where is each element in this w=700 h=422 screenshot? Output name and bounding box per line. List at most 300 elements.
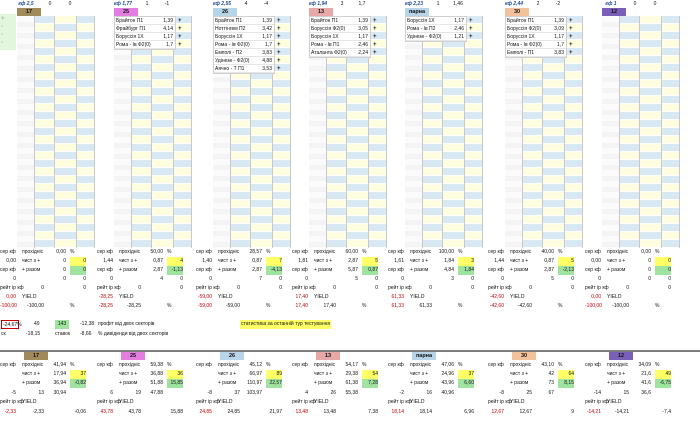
stats-cell: 1,40	[202, 258, 212, 264]
team-name: Брайтон П1	[215, 18, 243, 24]
team-name: Аталанта Ф2(0)	[311, 50, 347, 56]
stats-cell: %	[70, 249, 75, 255]
team-row[interactable]	[115, 17, 175, 25]
header-cell-group	[400, 0, 480, 8]
stats-cell: чист з +	[607, 258, 626, 264]
plus-marker: +	[569, 50, 573, 56]
stats-block	[196, 248, 293, 314]
stats-cell: сер кф	[292, 267, 308, 273]
team-name: Аячно - Т П1	[215, 66, 245, 72]
summary-row	[0, 320, 700, 344]
bottom-cell: 18,14	[419, 409, 432, 415]
stats-cell: %	[655, 249, 660, 255]
team-odd: 3,83	[262, 50, 272, 56]
bottom-number-bar[interactable]: 30	[512, 352, 536, 360]
stats-cell: 0	[209, 276, 212, 282]
team-odd: 1,7	[265, 42, 272, 48]
bottom-cell: 36,94	[53, 380, 66, 386]
stats-cell: чист з +	[410, 258, 429, 264]
stats-cell: 4,84	[444, 267, 454, 273]
bottom-cell: + разом	[22, 380, 41, 386]
stats-cell: %	[458, 249, 463, 255]
bottom-cell: -0,82	[70, 379, 86, 388]
bottom-cell: чист з +	[22, 371, 41, 377]
block-number-bar[interactable]: парна	[405, 8, 429, 16]
stats-cell: 0	[655, 257, 671, 266]
team-odd: 1,17	[262, 34, 272, 40]
stats-cell: сер кф	[585, 267, 601, 273]
team-name: Фрайбург П1	[116, 26, 146, 32]
bottom-cell: 43,10	[541, 362, 554, 368]
block	[114, 8, 194, 248]
bottom-cell: 17,94	[53, 371, 66, 377]
stats-cell: сер кф	[585, 249, 601, 255]
stats-cell: 0,87	[153, 258, 163, 264]
stats-cell: 0	[63, 267, 66, 273]
stats-cell: YIELD	[510, 294, 525, 300]
stats-cell: сер кф	[196, 249, 212, 255]
team-row[interactable]	[310, 25, 370, 33]
stats-cell: -28,25	[98, 294, 113, 300]
team-odd: 1,17	[554, 34, 564, 40]
stats-cell: 0	[63, 258, 66, 264]
stats-cell: 1,81	[298, 258, 308, 264]
bottom-cell: прохідніс	[314, 362, 336, 368]
stats-cell: -59,00	[197, 294, 212, 300]
bottom-cell: 21,97	[269, 409, 282, 415]
team-name: Рома - Ів П1	[311, 42, 340, 48]
stats-cell: -100,00	[585, 303, 602, 309]
plus-marker: +	[373, 42, 377, 48]
block-number-bar[interactable]: 13	[309, 8, 333, 16]
stats-cell: 5	[355, 276, 358, 282]
bottom-cell: рейт ір кф	[0, 399, 24, 405]
summary-text-profit: профіт від двох секторів	[98, 321, 155, 327]
stats-cell: YIELD	[119, 294, 134, 300]
stats-cell: 2,87	[252, 267, 262, 273]
stats-cell: %	[558, 249, 563, 255]
bottom-cell: YIELD	[510, 399, 525, 405]
bottom-cell: 19	[135, 390, 141, 396]
bottom-cell: 43,96	[441, 380, 454, 386]
stats-cell: 0	[375, 285, 378, 291]
bottom-cell: сер кф	[585, 362, 601, 368]
bottom-cell: -6,75	[655, 379, 671, 388]
stats-cell: рейт ір кф	[292, 285, 316, 291]
bottom-cell: YIELD	[607, 399, 622, 405]
bottom-cell: прохідніс	[218, 362, 240, 368]
stats-cell: 0	[648, 258, 651, 264]
block	[17, 8, 97, 248]
stats-cell: чист з +	[218, 258, 237, 264]
header-value-b: 0	[653, 1, 657, 7]
stats-cell: чист з +	[119, 258, 138, 264]
bottom-cell: прохідніс	[510, 362, 532, 368]
team-row[interactable]	[406, 17, 466, 25]
bottom-cell: прохідніс	[607, 362, 629, 368]
stats-cell: 2,87	[544, 267, 554, 273]
plus-marker: +	[569, 34, 573, 40]
bottom-cell: чист з +	[607, 371, 626, 377]
grid-column	[465, 16, 483, 248]
bottom-cell: 36,6	[641, 390, 651, 396]
team-row[interactable]	[506, 41, 566, 49]
bottom-cell: 8,15	[558, 379, 574, 388]
header-value-b: -4	[263, 1, 269, 7]
bottom-cell: 15	[623, 390, 629, 396]
stats-cell: 0,00	[56, 249, 66, 255]
team-name: Емполі - П1	[507, 50, 534, 56]
header-kf: кф 2,5	[18, 1, 34, 7]
header-value-b: 0	[68, 1, 72, 7]
bottom-cell: 34,09	[638, 362, 651, 368]
block-grid	[114, 16, 194, 248]
bottom-cell: + разом	[410, 380, 429, 386]
bottom-cell: 24,85	[199, 409, 212, 415]
bottom-cell: 29,38	[345, 371, 358, 377]
block-number-bar[interactable]: 12	[602, 8, 626, 16]
bottom-cell: рейт ір кф	[388, 399, 412, 405]
team-row[interactable]	[115, 33, 175, 41]
bottom-cell: прохідніс	[119, 362, 141, 368]
team-list	[405, 16, 467, 42]
stats-block	[585, 248, 682, 314]
block	[405, 8, 485, 248]
plus-marker: +	[373, 50, 377, 56]
block-number-bar[interactable]: 17	[17, 8, 41, 16]
grid-column	[152, 16, 174, 248]
team-row[interactable]	[115, 41, 175, 49]
grid-column	[55, 16, 77, 248]
plus-marker: +	[277, 34, 281, 40]
team-name: Боруссія Ф2(0)	[507, 26, 542, 32]
stats-cell: 0	[571, 285, 574, 291]
bottom-cell: 103,97	[246, 390, 262, 396]
plus-marker: +	[469, 34, 473, 40]
team-odd: 2,46	[454, 26, 464, 32]
stats-cell: 0	[83, 285, 86, 291]
team-row[interactable]	[214, 17, 274, 25]
team-row[interactable]	[115, 25, 175, 33]
bottom-cell: 36,88	[150, 371, 163, 377]
block-number-bar[interactable]: 30	[505, 8, 529, 16]
bottom-cell: 47,06	[441, 362, 454, 368]
team-odd: 3,83	[554, 50, 564, 56]
stats-cell: 0	[70, 257, 86, 266]
stats-cell: 61,33	[391, 303, 404, 309]
stats-cell: YIELD	[410, 294, 425, 300]
bottom-cell: прохідніс	[22, 362, 44, 368]
plus-marker: +	[277, 66, 281, 72]
stats-cell: 100,00	[438, 249, 454, 255]
stats-cell: рейт ір кф	[488, 285, 512, 291]
bottom-cell: 13,48	[323, 409, 336, 415]
bottom-cell: 12,67	[491, 409, 504, 415]
stats-cell: 28,57	[249, 249, 262, 255]
team-odd: 1,17	[163, 34, 173, 40]
team-name: Ноттінгем П2	[215, 26, 246, 32]
bottom-cell: -8	[499, 390, 504, 396]
stats-cell: 0	[501, 276, 504, 282]
bottom-cell: 6	[110, 390, 113, 396]
team-list	[213, 16, 275, 74]
team-row[interactable]	[310, 49, 370, 57]
bottom-cell: 18,14	[391, 409, 404, 415]
stats-cell: 0,87	[362, 266, 378, 275]
header-cell-group	[500, 0, 580, 8]
stats-cell: 0	[138, 285, 141, 291]
team-odd: 1,39	[262, 18, 272, 24]
stats-cell: %	[558, 303, 563, 309]
team-row[interactable]	[214, 25, 274, 33]
stats-cell: 50,00	[150, 249, 163, 255]
bottom-cell: рейт ір кф	[292, 399, 316, 405]
stats-cell: 7	[266, 257, 282, 266]
team-row[interactable]	[506, 17, 566, 25]
bottom-cell: 67	[548, 390, 554, 396]
plus-marker: +	[373, 26, 377, 32]
team-list	[505, 16, 567, 58]
stats-cell: 1,84	[458, 266, 474, 275]
bottom-number-bar[interactable]: 17	[24, 352, 48, 360]
team-list	[114, 16, 176, 50]
stats-cell: 61,33	[419, 303, 432, 309]
team-row[interactable]	[214, 49, 274, 57]
bottom-cell: 12,67	[519, 409, 532, 415]
block-grid	[17, 16, 97, 248]
team-odd: 2,24	[358, 50, 368, 56]
team-odd: 3,05	[358, 26, 368, 32]
stats-cell: сер кф	[97, 249, 113, 255]
bottom-cell: 61,38	[345, 380, 358, 386]
header-cell-group	[597, 0, 677, 8]
bottom-number-bar[interactable]: 26	[220, 352, 244, 360]
summary-left-c: ск	[1, 331, 6, 337]
team-row[interactable]	[214, 33, 274, 41]
bottom-cell: %	[655, 362, 660, 368]
bottom-number-bar[interactable]: 13	[316, 352, 340, 360]
team-odd: 3,42	[262, 26, 272, 32]
grid-column	[77, 16, 95, 248]
bottom-cell: 37	[458, 370, 474, 379]
bottom-cell: сер кф	[488, 362, 504, 368]
stats-cell: сер кф	[97, 267, 113, 273]
header-kf: кф 1,94	[308, 1, 328, 7]
team-name: Боруссія 1Х	[507, 34, 535, 40]
bottom-block	[196, 352, 293, 422]
stats-cell: 61,33	[391, 294, 404, 300]
header-value-a: 1	[436, 1, 440, 7]
team-name: Рома - Ів Ф2(0)	[507, 42, 542, 48]
left-highlight	[0, 14, 16, 50]
bottom-cell: + разом	[218, 380, 237, 386]
summary-v5: -8,66	[80, 331, 92, 337]
bottom-cell: прохідніс	[410, 362, 432, 368]
plus-marker: +	[178, 34, 182, 40]
bottom-cell: 26	[330, 390, 336, 396]
bottom-cell: сер кф	[97, 362, 113, 368]
bottom-cell: 13,48	[295, 409, 308, 415]
plus-marker: +	[469, 18, 473, 24]
bottom-cell: 43,78	[100, 409, 113, 415]
stats-cell: сер кф	[0, 249, 16, 255]
bottom-cell: -0,06	[74, 409, 86, 415]
summary-note: статистика за останній тур тестування	[241, 321, 331, 327]
bottom-cell: + разом	[314, 380, 333, 386]
block-number-bar[interactable]: 25	[114, 8, 138, 16]
grid-column	[640, 16, 662, 248]
stats-cell: %	[362, 249, 367, 255]
stats-cell: прохідніс	[119, 249, 141, 255]
stats-block	[0, 248, 97, 314]
stats-cell: YIELD	[314, 294, 329, 300]
stats-cell: 0	[41, 285, 44, 291]
plus-marker: +	[469, 26, 473, 32]
bottom-cell: 6,60	[458, 379, 474, 388]
stats-cell: -59,00	[197, 303, 212, 309]
stats-cell: + разом	[22, 267, 41, 273]
stats-cell: рейт ір кф	[196, 285, 220, 291]
bottom-cell: %	[266, 362, 271, 368]
stats-cell: 0	[668, 285, 671, 291]
team-row[interactable]	[214, 41, 274, 49]
bottom-cell: 73	[548, 380, 554, 386]
bottom-cell: YIELD	[119, 399, 134, 405]
team-odd: 3,09	[554, 26, 564, 32]
bottom-cell: 6,96	[464, 409, 474, 415]
bottom-number-bar[interactable]: 25	[121, 352, 145, 360]
team-name: Боруссія 1Х	[215, 34, 243, 40]
grid-column	[443, 16, 465, 248]
bottom-cell: 13	[38, 390, 44, 396]
bottom-cell: YIELD	[314, 399, 329, 405]
team-name: Емполі - П2	[215, 50, 242, 56]
team-row[interactable]	[310, 33, 370, 41]
bottom-cell: сер кф	[0, 362, 16, 368]
bottom-cell: чист з +	[314, 371, 333, 377]
stats-cell: 0	[83, 276, 86, 282]
plus-marker: +	[373, 18, 377, 24]
stats-cell: рейт ір кф	[388, 285, 412, 291]
team-row[interactable]	[506, 33, 566, 41]
stats-cell: 0	[180, 276, 183, 282]
plus-marker: +	[569, 42, 573, 48]
stats-cell: %	[458, 303, 463, 309]
grid-column	[174, 16, 192, 248]
stats-cell: прохідніс	[218, 249, 240, 255]
bottom-number-bar[interactable]: парна	[412, 352, 436, 360]
stats-cell: 5	[558, 257, 574, 266]
team-row[interactable]	[406, 25, 466, 33]
stats-cell: сер кф	[388, 249, 404, 255]
team-name: Боруссія 1Х	[116, 34, 144, 40]
block-number-bar[interactable]: 26	[213, 8, 237, 16]
stats-cell: 0	[237, 285, 240, 291]
stats-cell: 0	[648, 276, 651, 282]
team-row[interactable]	[310, 17, 370, 25]
bottom-cell: сер кф	[388, 362, 404, 368]
stats-cell: 0	[180, 285, 183, 291]
bottom-number-bar[interactable]: 12	[609, 352, 633, 360]
stats-cell: + разом	[510, 267, 529, 273]
team-odd: 2,46	[358, 42, 368, 48]
bottom-cell: 36	[167, 370, 183, 379]
team-row[interactable]	[214, 57, 274, 65]
team-odd: 3,53	[262, 66, 272, 72]
plus-marker: +	[373, 34, 377, 40]
stats-cell: %	[266, 249, 271, 255]
block	[309, 8, 389, 248]
summary-v2: 143	[55, 320, 69, 329]
team-odd: 1,17	[358, 34, 368, 40]
team-row[interactable]	[310, 41, 370, 49]
plus-marker: +	[178, 18, 182, 24]
stats-cell: прохідніс	[510, 249, 532, 255]
bottom-cell: чист з +	[410, 371, 429, 377]
stats-cell: 0,00	[591, 258, 601, 264]
stats-cell: сер кф	[196, 267, 212, 273]
stats-cell: %	[362, 303, 367, 309]
bottom-block	[97, 352, 194, 422]
team-odd: 1,39	[554, 18, 564, 24]
stats-block	[97, 248, 194, 314]
team-odd: 4,88	[262, 58, 272, 64]
plus-marker: +	[178, 26, 182, 32]
stats-cell: %	[70, 303, 75, 309]
stats-cell: 0,87	[544, 258, 554, 264]
stats-cell: 1,44	[494, 258, 504, 264]
stats-cell: 0	[70, 266, 86, 275]
header-cell-group	[109, 0, 189, 8]
stats-cell: -100,00	[27, 303, 44, 309]
stats-cell: чист з +	[510, 258, 529, 264]
bottom-cell: %	[362, 362, 367, 368]
team-row[interactable]	[406, 33, 466, 41]
bottom-cell: -8	[207, 390, 212, 396]
team-name: Брайтон П1	[507, 18, 535, 24]
bottom-cell: 7,38	[368, 409, 378, 415]
block	[602, 8, 682, 248]
bottom-cell: 30,94	[53, 390, 66, 396]
stats-cell: 1,61	[394, 258, 404, 264]
stats-cell: + разом	[218, 267, 237, 273]
stats-cell: 0	[63, 276, 66, 282]
stats-cell: 0,00	[6, 294, 16, 300]
team-row[interactable]	[506, 49, 566, 57]
bottom-cell: %	[167, 362, 172, 368]
header-kf: кф 2,55	[212, 1, 232, 7]
stats-cell: %	[167, 303, 172, 309]
bottom-cell: 21,6	[641, 371, 651, 377]
header-value-b: -1	[164, 1, 170, 7]
team-row[interactable]	[214, 65, 274, 73]
stats-cell: 0	[333, 285, 336, 291]
bottom-cell: %	[558, 362, 563, 368]
stats-cell: -2,13	[558, 266, 574, 275]
bottom-cell: 54	[362, 370, 378, 379]
grid-column	[620, 16, 640, 248]
plus-marker: +	[178, 42, 182, 48]
team-row[interactable]	[506, 25, 566, 33]
team-name: Брайтон П1	[311, 18, 339, 24]
stats-cell: 0	[655, 266, 671, 275]
header-value-b: 1,46	[453, 1, 463, 7]
bottom-cell: -14,21	[586, 409, 601, 415]
summary-v3: -12,38	[80, 321, 95, 327]
stats-cell: %	[266, 303, 271, 309]
plus-marker: +	[277, 26, 281, 32]
bottom-cell: 42	[548, 371, 554, 377]
